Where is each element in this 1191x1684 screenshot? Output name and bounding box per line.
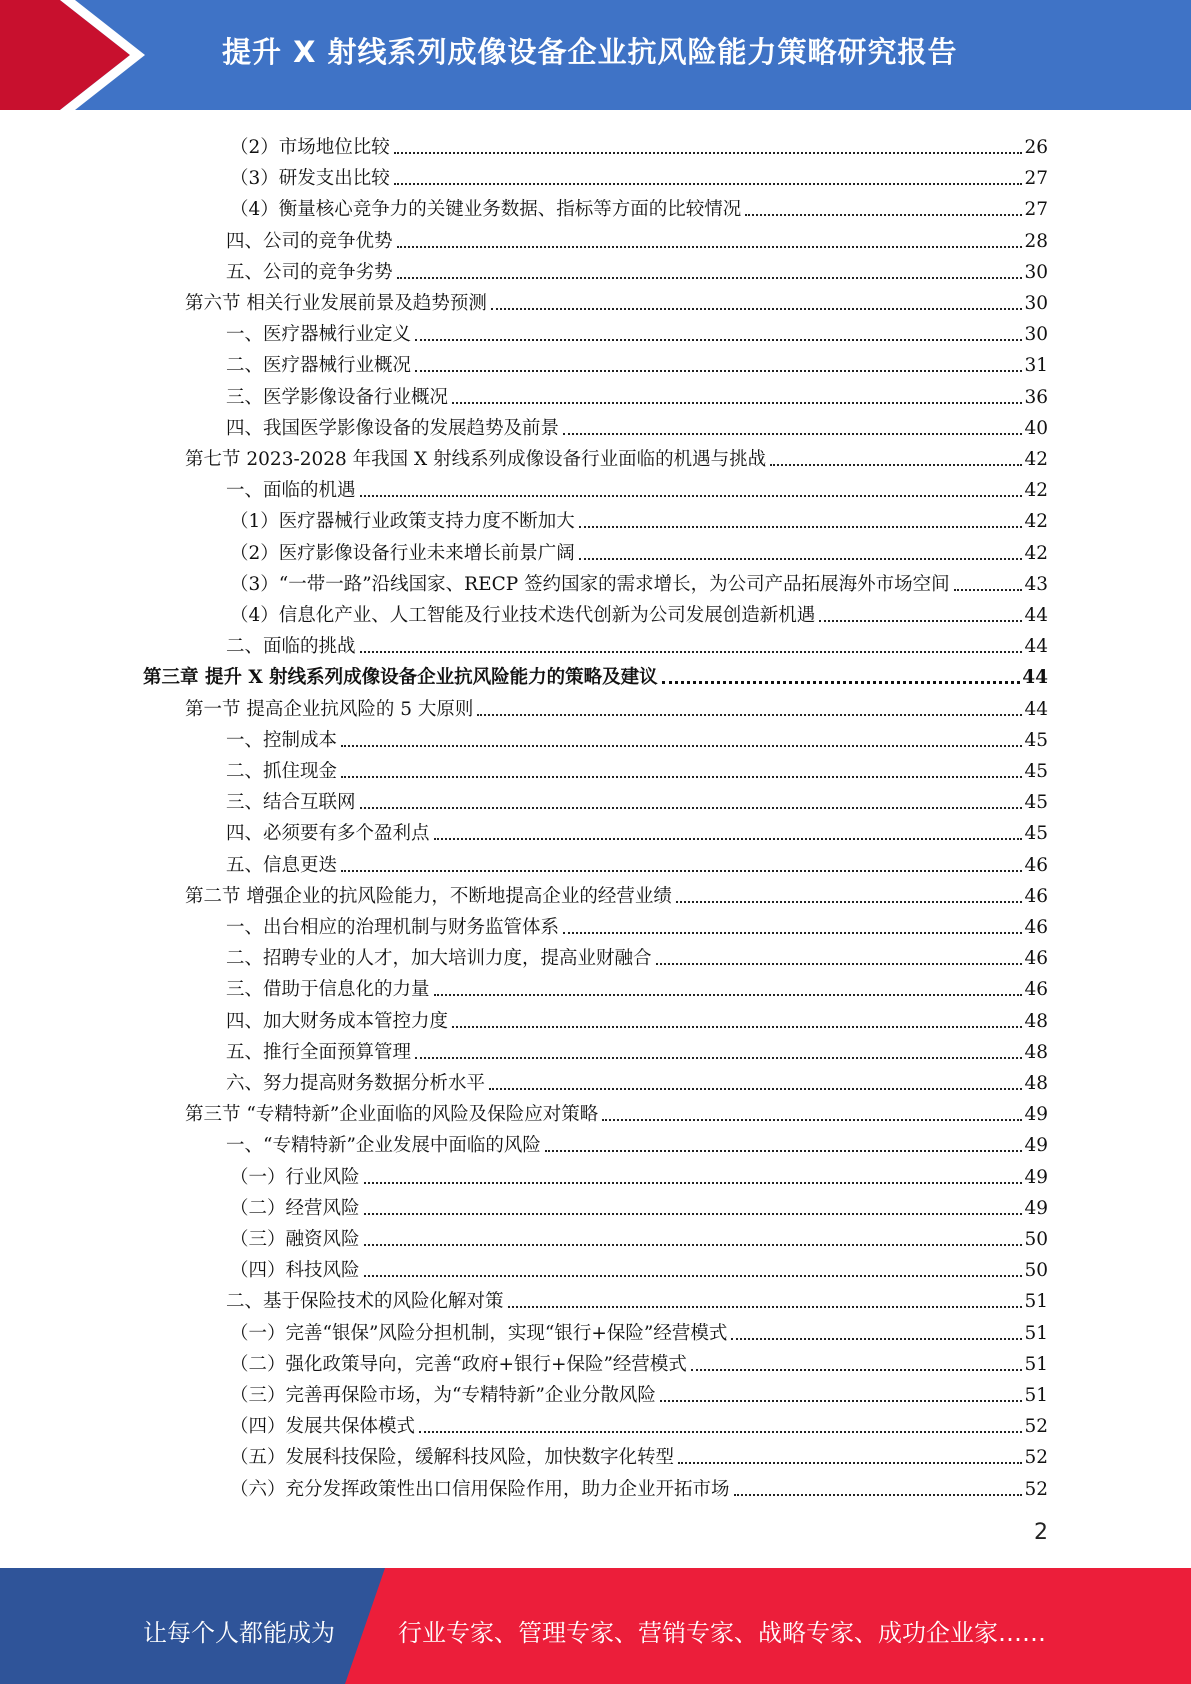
toc-entry-page: 31 (1024, 355, 1048, 377)
toc-entry[interactable] (230, 128, 1048, 159)
toc-entry[interactable] (226, 253, 1048, 284)
toc-entry-page: 52 (1024, 1447, 1048, 1469)
toc-entry-title: 四、必须要有多个盈利点 (226, 823, 430, 845)
toc-entry[interactable] (230, 1220, 1048, 1251)
toc-entry-title: （1）医疗器械行业政策支持力度不断加大 (230, 511, 575, 533)
toc-entry[interactable] (226, 222, 1048, 253)
toc-entry[interactable] (230, 502, 1048, 533)
toc-entry[interactable] (226, 378, 1048, 409)
toc-leader-dots (364, 1275, 1023, 1277)
toc-entry-title: 四、加大财务成本管控力度 (226, 1010, 449, 1032)
page-footer (0, 1568, 1191, 1684)
toc-entry-title: 第六节 相关行业发展前景及趋势预测 (185, 293, 487, 314)
toc-entry-title: （4）衡量核心竞争力的关键业务数据、指标等方面的比较情况 (230, 199, 742, 221)
toc-leader-dots (508, 1306, 1023, 1308)
toc-leader-dots (364, 1244, 1023, 1246)
toc-entry[interactable] (226, 814, 1048, 845)
toc-entry-title: 二、基于保险技术的风险化解对策 (226, 1291, 504, 1313)
toc-leader-dots (452, 402, 1022, 404)
toc-entry[interactable] (185, 440, 1048, 471)
toc-leader-dots (491, 308, 1023, 310)
toc-entry-title: 一、出台相应的治理机制与财务监管体系 (226, 917, 560, 938)
toc-entry-title: 第二节 增强企业的抗风险能力，不断地提高企业的经营业绩 (185, 885, 672, 907)
toc-entry[interactable] (226, 1033, 1048, 1064)
toc-entry-page: 46 (1024, 917, 1048, 938)
toc-leader-dots (563, 433, 1022, 435)
toc-leader-dots (579, 526, 1023, 528)
toc-leader-dots (394, 183, 1023, 185)
toc-entry[interactable] (226, 783, 1048, 814)
toc-entry[interactable] (230, 190, 1048, 221)
toc-entry-page: 51 (1024, 1291, 1048, 1313)
toc-entry-page: 48 (1024, 1010, 1048, 1032)
toc-entry-page: 30 (1024, 293, 1048, 314)
toc-entry[interactable] (185, 690, 1048, 721)
toc-entry-page: 45 (1024, 729, 1048, 751)
toc-leader-dots (394, 152, 1023, 154)
toc-entry-page: 50 (1024, 1260, 1048, 1282)
toc-leader-dots (819, 620, 1022, 622)
toc-entry-title: 一、医疗器械行业定义 (226, 324, 412, 346)
toc-entry-page: 44 (1024, 605, 1048, 626)
toc-leader-dots (360, 807, 1023, 809)
toc-entry-page: 46 (1024, 885, 1048, 907)
toc-entry-title: （一）完善“银保”风险分担机制，实现“银行+保险”经营模式 (230, 1322, 728, 1344)
toc-entry[interactable] (230, 1407, 1048, 1438)
toc-leader-dots (489, 1088, 1022, 1090)
toc-entry-title: 三、结合互联网 (226, 792, 356, 814)
toc-entry-page: 46 (1024, 854, 1048, 876)
toc-leader-dots (656, 963, 1023, 965)
toc-entry[interactable] (230, 1438, 1048, 1469)
toc-entry-page: 42 (1024, 511, 1048, 533)
toc-entry[interactable] (226, 846, 1048, 877)
toc-entry-page: 45 (1024, 761, 1048, 782)
toc-entry-title: （3）“一带一路”沿线国家、RECP 签约国家的需求增长，为公司产品拓展海外市场空间 (230, 573, 950, 595)
toc-entry-page: 52 (1024, 1478, 1048, 1500)
toc-entry-page: 30 (1024, 261, 1048, 283)
toc-entry[interactable] (226, 1064, 1048, 1095)
toc-entry-page: 49 (1024, 1166, 1048, 1188)
toc-entry-page: 44 (1024, 698, 1048, 720)
toc-leader-dots (415, 370, 1022, 372)
toc-leader-dots (434, 994, 1023, 996)
toc-leader-dots (341, 870, 1022, 872)
toc-entry-title: （二）经营风险 (230, 1197, 360, 1219)
toc-leader-dots (676, 901, 1023, 903)
toc-leader-dots (770, 464, 1022, 466)
toc-entry[interactable] (230, 1345, 1048, 1376)
toc-leader-dots (678, 1462, 1022, 1464)
toc-entry-page: 51 (1024, 1353, 1048, 1375)
toc-entry-page: 46 (1024, 979, 1048, 1001)
toc-leader-dots (662, 681, 1021, 684)
toc-entry-title: 二、招聘专业的人才，加大培训力度，提高业财融合 (226, 948, 652, 970)
toc-entry[interactable] (226, 627, 1048, 658)
toc-entry[interactable] (230, 596, 1048, 627)
toc-entry[interactable] (230, 565, 1048, 596)
page-header (0, 0, 1191, 110)
toc-entry-page: 26 (1024, 137, 1048, 158)
toc-leader-dots (397, 246, 1023, 248)
toc-leader-dots (419, 1431, 1022, 1433)
toc-entry[interactable] (226, 1282, 1048, 1313)
toc-entry-title: 三、借助于信息化的力量 (226, 979, 430, 1001)
toc-entry-title: （3）研发支出比较 (230, 168, 390, 190)
toc-leader-dots (364, 1213, 1023, 1215)
toc-entry-title: 三、医学影像设备行业概况 (226, 386, 449, 408)
toc-entry-page: 42 (1024, 480, 1048, 502)
toc-entry-page: 44 (1024, 636, 1048, 658)
toc-entry[interactable] (230, 1376, 1048, 1407)
toc-leader-dots (954, 589, 1023, 591)
toc-entry[interactable] (226, 752, 1048, 783)
toc-entry-page: 36 (1024, 386, 1048, 408)
toc-entry[interactable] (143, 658, 1048, 689)
toc-leader-dots (734, 1494, 1023, 1496)
toc-entry-title: 四、公司的竞争优势 (226, 230, 393, 252)
toc-entry-title: 五、推行全面预算管理 (226, 1041, 412, 1063)
toc-entry-title: 五、信息更迭 (226, 854, 338, 876)
toc-entry-page: 50 (1024, 1229, 1048, 1250)
page-number: 2 (1034, 1520, 1048, 1545)
toc-entry[interactable] (226, 721, 1048, 752)
toc-entry-title: 一、控制成本 (226, 729, 338, 751)
toc-entry[interactable] (226, 1002, 1048, 1033)
toc-leader-dots (434, 838, 1023, 840)
toc-entry-page: 45 (1024, 792, 1048, 814)
report-title: 提升 X 射线系列成像设备企业抗风险能力策略研究报告 (222, 35, 958, 69)
toc-entry-page: 27 (1024, 199, 1048, 221)
toc-leader-dots (579, 558, 1023, 560)
toc-entry[interactable] (226, 346, 1048, 377)
toc-entry-title: 第三章 提升 X 射线系列成像设备企业抗风险能力的策略及建议 (143, 667, 658, 689)
header-arrow-decoration (0, 0, 150, 110)
toc-entry-title: （2）市场地位比较 (230, 137, 390, 158)
toc-leader-dots (364, 1182, 1023, 1184)
toc-leader-dots (360, 495, 1023, 497)
toc-leader-dots (731, 1338, 1022, 1340)
toc-leader-dots (691, 1369, 1023, 1371)
toc-entry-title: 二、面临的挑战 (226, 636, 356, 658)
toc-entry-title: （4）信息化产业、人工智能及行业技术迭代创新为公司发展创造新机遇 (230, 605, 816, 626)
toc-entry-page: 49 (1024, 1197, 1048, 1219)
toc-entry-page: 30 (1024, 324, 1048, 346)
toc-entry[interactable] (226, 908, 1048, 939)
toc-entry[interactable] (230, 1251, 1048, 1282)
toc-entry-title: （2）医疗影像设备行业未来增长前景广阔 (230, 542, 575, 564)
toc-entry[interactable] (185, 284, 1048, 315)
toc-entry-title: 第一节 提高企业抗风险的 5 大原则 (185, 698, 474, 720)
toc-leader-dots (602, 1119, 1022, 1121)
toc-entry-title: （四）科技风险 (230, 1260, 360, 1282)
toc-entry-page: 48 (1024, 1041, 1048, 1063)
toc-entry[interactable] (230, 159, 1048, 190)
footer-slogan-right: 行业专家、管理专家、营销专家、战略专家、成功企业家…… (398, 1619, 1046, 1647)
toc-entry-title: 六、努力提高财务数据分析水平 (226, 1073, 486, 1094)
toc-entry-page: 45 (1024, 823, 1048, 845)
toc-leader-dots (341, 776, 1022, 778)
toc-entry[interactable] (226, 1126, 1048, 1157)
toc-entry-page: 42 (1024, 542, 1048, 564)
toc-entry-title: 二、抓住现金 (226, 761, 338, 782)
toc-entry-page: 51 (1024, 1385, 1048, 1406)
toc-leader-dots (341, 745, 1022, 747)
toc-entry-title: （二）强化政策导向，完善“政府+银行+保险”经营模式 (230, 1353, 687, 1375)
toc-entry-page: 52 (1024, 1416, 1048, 1438)
toc-entry[interactable] (230, 1158, 1048, 1189)
toc-leader-dots (360, 651, 1023, 653)
toc-entry[interactable] (226, 970, 1048, 1001)
toc-entry-page: 40 (1024, 417, 1048, 439)
toc-entry[interactable] (185, 877, 1048, 908)
toc-entry-page: 51 (1024, 1322, 1048, 1344)
toc-entry[interactable] (230, 1470, 1048, 1501)
footer-slogan-left: 让每个人都能成为 (143, 1619, 335, 1647)
toc-entry-page: 27 (1024, 168, 1048, 190)
toc-leader-dots (452, 1026, 1022, 1028)
toc-leader-dots (545, 1150, 1023, 1152)
toc-leader-dots (397, 277, 1023, 279)
toc-entry-title: 四、我国医学影像设备的发展趋势及前景 (226, 417, 560, 439)
toc-entry[interactable] (230, 1189, 1048, 1220)
toc-entry[interactable] (226, 939, 1048, 970)
toc-entry[interactable] (185, 1095, 1048, 1126)
toc-entry-page: 48 (1024, 1073, 1048, 1094)
toc-entry-page: 49 (1024, 1104, 1048, 1126)
toc-entry-title: 第七节 2023-2028 年我国 X 射线系列成像设备行业面临的机遇与挑战 (185, 449, 767, 470)
toc-entry-title: （一）行业风险 (230, 1166, 360, 1188)
toc-entry[interactable] (230, 1314, 1048, 1345)
toc-entry-page: 49 (1024, 1135, 1048, 1157)
toc-entry-title: 一、“专精特新”企业发展中面临的风险 (226, 1135, 541, 1157)
toc-entry[interactable] (226, 471, 1048, 502)
toc-entry-page: 46 (1024, 948, 1048, 970)
toc-leader-dots (477, 714, 1022, 716)
toc-entry-title: （三）完善再保险市场，为“专精特新”企业分散风险 (230, 1385, 656, 1406)
toc-entry-title: （六）充分发挥政策性出口信用保险作用，助力企业开拓市场 (230, 1478, 730, 1500)
toc-entry-title: 二、医疗器械行业概况 (226, 355, 412, 377)
toc-entry-title: 五、公司的竞争劣势 (226, 261, 393, 283)
toc-entry-page: 42 (1024, 449, 1048, 470)
toc-entry-page: 28 (1024, 230, 1048, 252)
toc-leader-dots (415, 339, 1022, 341)
toc-entry[interactable] (230, 534, 1048, 565)
toc-entry-title: 第三节 “专精特新”企业面临的风险及保险应对策略 (185, 1104, 599, 1126)
toc-leader-dots (745, 214, 1022, 216)
toc-entry-page: 44 (1022, 667, 1048, 689)
toc-entry-title: （四）发展共保体模式 (230, 1416, 416, 1438)
toc-leader-dots (563, 932, 1022, 934)
toc-entry[interactable] (226, 315, 1048, 346)
toc-leader-dots (415, 1057, 1022, 1059)
toc-entry-title: （五）发展科技保险，缓解科技风险，加快数字化转型 (230, 1447, 675, 1469)
toc-entry-title: （三）融资风险 (230, 1229, 360, 1250)
toc-entry[interactable] (226, 409, 1048, 440)
toc-entry-title: 一、面临的机遇 (226, 480, 356, 502)
toc-entry-page: 43 (1024, 573, 1048, 595)
toc-leader-dots (660, 1400, 1023, 1402)
